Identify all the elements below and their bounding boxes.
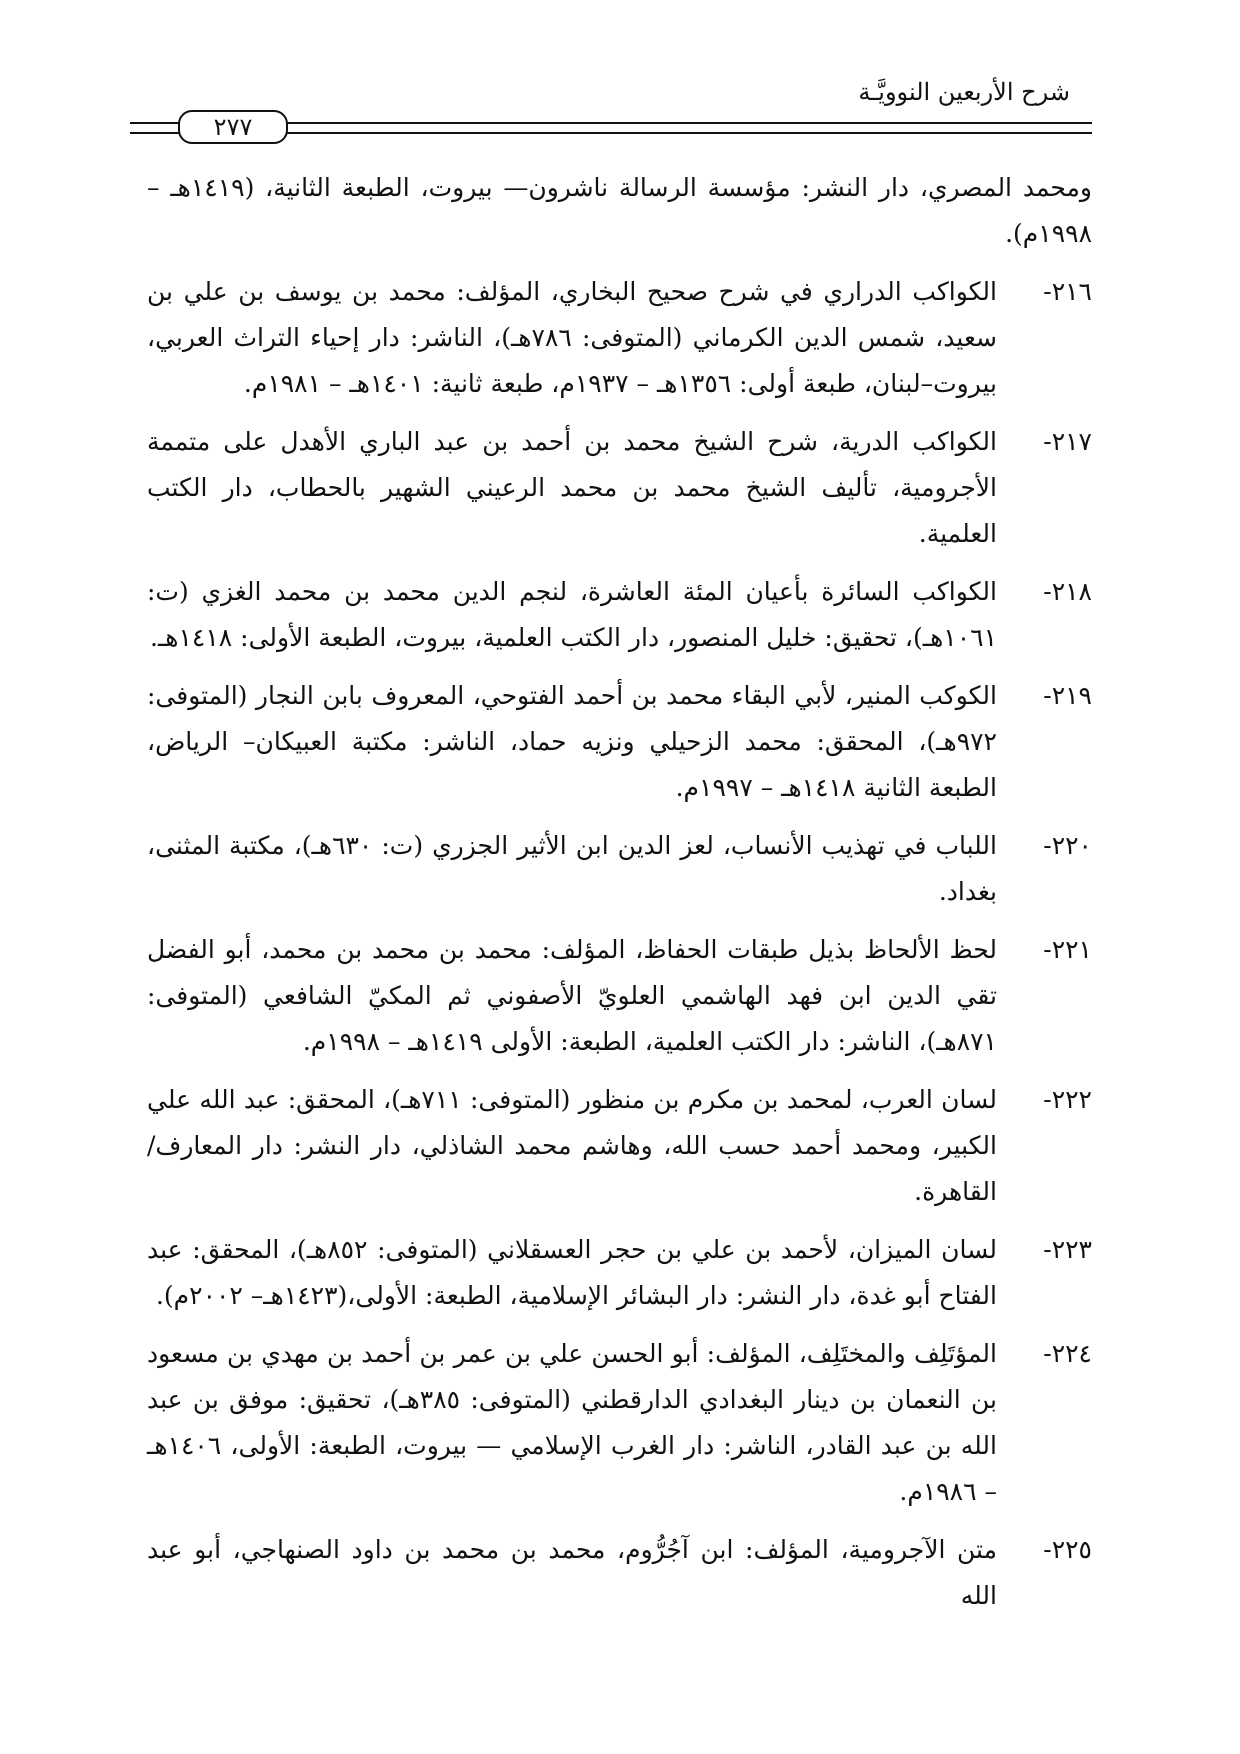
entry-number: ٢١٨-: [1043, 577, 1092, 606]
running-header-title: شرح الأربعين النوويَّـة: [858, 78, 1070, 106]
bibliography-entry-218: [147, 569, 1092, 661]
entry-number: ٢١٦-: [1043, 277, 1092, 306]
entry-text: لسان العرب، لمحمد بن مكرم بن منظور (المتوفى: ٧١١هـ)، المحقق: عبد الله علي الكبير، ومحمد أحمد حسب الله، وهاشم محمد الشاذلي، دار النشر: دار المعارف/ القاهرة.: [147, 1085, 998, 1206]
page-number: ٢٧٧: [178, 110, 288, 144]
entry-text: لحظ الألحاظ بذيل طبقات الحفاظ، المؤلف: محمد بن محمد بن محمد، أبو الفضل تقي الدين ابن فهد الهاشمي العلويّ الأصفوني ثم المكيّ الشافعي (المتوفى: ٨٧١هـ)، الناشر: دار الكتب العلمية، الطبعة: الأولى ١٤١٩هـ – ١٩٩٨م.: [147, 935, 997, 1056]
bibliography-entry-216: [147, 269, 1092, 407]
bibliography-entry-220: [147, 823, 1092, 915]
entry-text: الكواكب الدراري في شرح صحيح البخاري، المؤلف: محمد بن يوسف بن علي بن سعيد، شمس الدين الكرماني (المتوفى: ٧٨٦هـ)، الناشر: دار إحياء التراث العربي، بيروت–لبنان، طبعة أولى: ١٣٥٦هـ – ١٩٣٧م، طبعة ثانية: ١٤٠١هـ – ١٩٨١م.: [147, 277, 997, 398]
entry-text: لسان الميزان، لأحمد بن علي بن حجر العسقلاني (المتوفى: ٨٥٢هـ)، المحقق: عبد الفتاح أبو غدة، دار النشر: دار البشائر الإسلامية، الطبعة: الأولى،(١٤٢٣هـ– ٢٠٠٢م).: [147, 1235, 997, 1310]
entry-text: اللباب في تهذيب الأنساب، لعز الدين ابن الأثير الجزري (ت: ٦٣٠هـ)، مكتبة المثنى، بغداد.: [147, 831, 997, 906]
bibliography-list: [147, 165, 1092, 1631]
bibliography-entry-224: [147, 1331, 1092, 1515]
bibliography-entry-222: [147, 1077, 1092, 1215]
entry-number: ٢١٩-: [1043, 681, 1092, 710]
entry-number: ٢١٧-: [1043, 427, 1092, 456]
entry-number: ٢٢٥-: [1043, 1535, 1092, 1564]
entry-text: المؤتَلِف والمختَلِف، المؤلف: أبو الحسن علي بن عمر بن أحمد بن مهدي بن مسعود بن النعمان بن دينار البغدادي الدارقطني (المتوفى: ٣٨٥هـ)، تحقيق: موفق بن عبد الله بن عبد القادر، الناشر: دار الغرب الإسلامي — بيروت، الطبعة: الأولى، ١٤٠٦هـ – ١٩٨٦م.: [147, 1339, 998, 1506]
bibliography-entry-219: [147, 673, 1092, 811]
entry-number: ٢٢٢-: [1043, 1085, 1092, 1114]
entry-number: ٢٢١-: [1043, 935, 1092, 964]
continuation-paragraph: ومحمد المصري، دار النشر: مؤسسة الرسالة ناشرون— بيروت، الطبعة الثانية، (١٤١٩هـ – ١٩٩٨م).: [147, 173, 1092, 248]
bibliography-entry-225: [147, 1527, 1092, 1619]
bibliography-entry-221: [147, 927, 1092, 1065]
entry-text: الكواكب السائرة بأعيان المئة العاشرة، لنجم الدين محمد بن محمد الغزي (ت: ١٠٦١هـ)، تحقيق: خليل المنصور، دار الكتب العلمية، بيروت، الطبعة الأولى: ١٤١٨هـ.: [147, 577, 997, 652]
entry-number: ٢٢٣-: [1043, 1235, 1092, 1264]
entry-text: الكوكب المنير، لأبي البقاء محمد بن أحمد الفتوحي، المعروف بابن النجار (المتوفى: ٩٧٢هـ)، المحقق: محمد الزحيلي ونزيه حماد، الناشر: مكتبة العبيكان– الرياض، الطبعة الثانية ١٤١٨هـ – ١٩٩٧م.: [147, 681, 997, 802]
entry-number: ٢٢٠-: [1043, 831, 1092, 860]
entry-text: الكواكب الدرية، شرح الشيخ محمد بن أحمد بن عبد الباري الأهدل على متممة الأجرومية، تأليف الشيخ محمد بن محمد الرعيني الشهير بالحطاب، دار الكتب العلمية.: [147, 427, 997, 548]
bibliography-entry-217: [147, 419, 1092, 557]
entry-number: ٢٢٤-: [1043, 1339, 1092, 1368]
bibliography-entry-223: [147, 1227, 1092, 1319]
entry-text: متن الآجرومية، المؤلف: ابن آجُرُّوم، محمد بن محمد بن داود الصنهاجي، أبو عبد الله: [147, 1535, 997, 1610]
